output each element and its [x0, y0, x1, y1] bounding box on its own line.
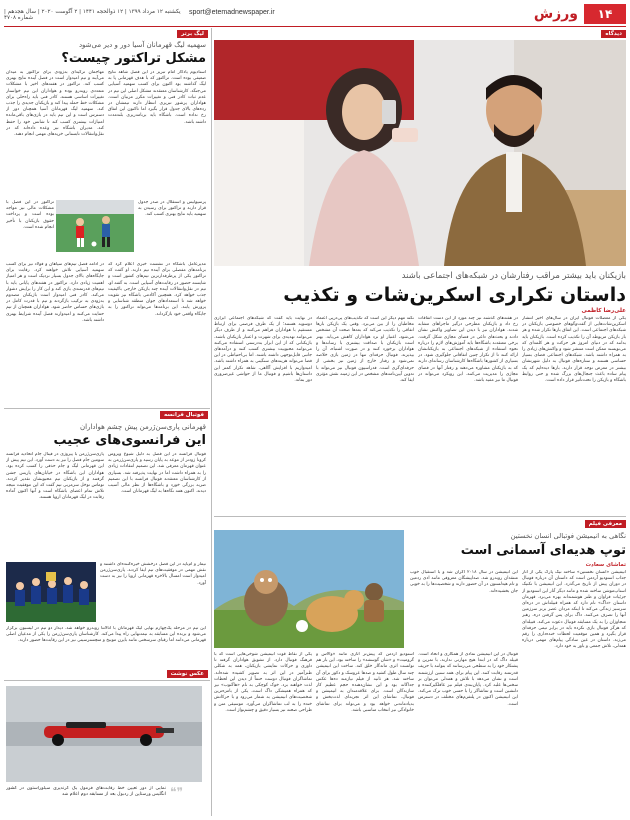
animation-section-label: معرفی فیلم	[585, 520, 626, 528]
cars-section-label: عکس نوشت	[167, 670, 208, 678]
league-text-col-right: استادیوم یادگار امام تبریز در این فصل شاهد نتایج ضعیفی بوده است. تراکتور که با هدف قهرمانی پا به لیگ گذاشته بود اکنون برای کسب سهمیه آسیایی می‌جنگد. کارشناسان معتقدند مشکل اصلی این تیم در عدم ثبات کادر فنی و تغییرات مکرر مربیان است. هواداران پرشور تبریزی انتظار دارند تیمشان در رده‌های بالای جدول قرار بگیرد اما تاکنون این اتفاق رخ نداده است. باشگاه باید برنامه‌ریزی بلندمدت داشته باشد.	[108, 70, 206, 125]
animation-text-col-3: یکی از نقاط قوت انیمیشن شوخی‌هایی است که با فرهنگ فوتبال دارد. از تشویق هواداران گرفته تا داوری و حرکات نمایشی بازیکنان، همه به شکلی طنزآمیز در این اثر به تصویر کشیده شده‌اند. تماشاگران فوتبال دوست حتماً از دیدن این لحظات لذت خواهند برد. خوک کوچکی به نام «هاگنوب» نیز که همراه همیشگی داگ است، یکی از بامزه‌ترین شخصیت‌های انیمیشن به شمار می‌رود و با حرکاتش خنده را به لب تماشاگران می‌آورد. موسیقی متن و طراحی صحنه نیز بسیار دقیق و چشم‌نواز است.	[214, 652, 312, 713]
dateline: یکشنبه ۱۲ مرداد ۱۳۹۹ | ۱۲ ذوالحجه ۱۴۴۱ | ۲ آگوست ۲۰۲۰ | سال هجدهم | شماره ۴۷۰۸	[4, 9, 181, 21]
quote-icon: ❝❞	[170, 785, 183, 799]
lead-text-col-2: در هفته‌های گذشته نیز چند مورد از این دست اتفاقات رخ داد و بازیکنان مطرحی درگیر ماجراهای مشابه شدند. هواداران نیز با دیدن این تصاویر واکنش نشان دادند و بحث‌های داغی در فضای مجازی شکل گرفت. برخی معتقدند باشگاه‌ها باید آموزش‌های لازم را درباره نحوه استفاده از شبکه‌های اجتماعی به بازیکنانشان ارائه کنند تا از تکرار چنین اتفاقاتی جلوگیری شود. در بسیاری از کشورها باشگاه‌ها کارشناسان رسانه‌ای دارند که به بازیکنان مشاوره می‌دهند و رفتار آنها در فضای مجازی را مدیریت می‌کنند. این رویکرد می‌تواند در فوتبال ما نیز مفید باشد.	[418, 316, 518, 384]
animation-text-col-1: انیمیشن «انسان نخستین» ساخته نیک پارک یکی از آثار جذاب استودیو آردمن است که داستان آن درباره فوتبال در دوران پیش از تاریخ می‌گذرد. این انیمیشن با تکنیک استاپ‌موشن ساخته شده و مانند دیگر آثار این استودیو از جزئیات فراوان و طنز هوشمندانه بهره می‌برد. قهرمان داستان «داگ» نام دارد که همراه قبیله‌اش در دره‌ای سرسبز زندگی می‌کند تا اینکه مردان عصر برنز سرزمین آنها را تصرف می‌کنند. داگ برای پس گرفتن دره، رهبر متجاوزان را به یک مسابقه فوتبال دعوت می‌کند. قبیله‌ای که هرگز فوتبال بازی نکرده باید در برابر تیمی حرفه‌ای قرار بگیرد و همین موقعیت لحظات خنده‌داری را رقم می‌زند. داستان در عین سادگی پیام‌های مهمی درباره همدلی، تلاش جمعی و باور به خود دارد.	[522, 570, 626, 650]
lead-section-label: دیدگاه	[601, 30, 626, 38]
left-divider-2	[4, 680, 210, 681]
league-kicker: سهمیه لیگ قهرمانان آسیا دور و دیر می‌شود	[78, 41, 206, 49]
french-kicker: قهرمانی پاری‌سن‌ژرمن پیش چشم هواداران	[80, 423, 206, 431]
animation-headline: توپ هدیه‌ای آسمانی است	[460, 543, 626, 558]
french-headline: این فرانسوی‌های عجیب	[53, 433, 206, 448]
lead-byline: علی‌رضا کاظمی	[581, 308, 626, 314]
lead-headline: داستان تکراری اسکرین‌شات و تکذیب	[283, 284, 626, 306]
french-text-col-left: پاری‌سن‌ژرمن با پیروزی در فینال جام اتحادیه فرانسه سومین جام فصل را نیز به دست آورد. این تیم پیش از این قهرمانی لیگ و جام حذفی را کسب کرده بود. هواداران این باشگاه در خیابان‌های پاریس جشن گرفتند و از بازیکنان تیم محبوبشان تقدیر کردند. توماس توخل سرمربی تیم گفت که این موفقیت نتیجه تلاش تمام اعضای باشگاه است و آنها اکنون آماده رقابت در لیگ قهرمانان اروپا هستند.	[6, 452, 104, 501]
psg-celebration-photo	[6, 562, 96, 622]
french-text-col-right: فوتبال فرانسه در این فصل به دلیل شیوع ویروس کرونا زودتر از موعد به پایان رسید و پاری‌سن‌ژرمن به عنوان قهرمان معرفی شد. این تصمیم انتقادات زیادی را به همراه داشت اما در نهایت پذیرفته شد. بسیاری از کارشناسان معتقدند فوتبال فرانسه با این تصمیم ضربه بزرگی خورد و باشگاه‌ها از نظر مالی آسیب دیدند. اکنون همه نگاه‌ها به لیگ قهرمانان است.	[108, 452, 206, 495]
league-text-col-left-2: در ادامه فصل تیم‌های سپاهان و فولاد نیز برای کسب سهمیه آسیایی تلاش خواهند کرد. رقابت برای جایگاه‌های بالای جدول بسیار نزدیک است و هر امتیاز اهمیت زیادی دارد. تراکتور در هفته‌های پایانی باید با تیم‌های قدرتمندی بازی کند و این کار را برایش دشوار می‌کند. کادر فنی امیدوار است بازیکنان مصدوم به‌زودی به ترکیب بازگردند و تیم با قدرت کامل در بازی‌های حساس حاضر شود. هواداران همچنان از تیم حمایت می‌کنند و امیدوارند فصل آینده شرایط بهتری داشته باشد.	[6, 262, 104, 323]
page-header	[4, 4, 626, 24]
lead-bottom-rule	[214, 516, 626, 517]
section-title: ورزش	[533, 6, 578, 22]
lead-text-col-1: یکی از معضلات فوتبال ایران در سال‌های اخیر انتشار اسکرین‌شات‌هایی از گفت‌وگوهای خصوصی بازیکنان در شبکه‌های اجتماعی است. این اتفاق بارها تکرار شده و هر بار بازیکن مربوطه آن را تکذیب کرده است. بازیکنان باید بدانند که در دنیای امروز هر حرکت و هر کلمه‌ای که می‌نویسند ممکن است منتشر شود و واکنش‌های زیادی را به همراه داشته باشد. شبکه‌های اجتماعی فضای بسیار حساسی هستند و ستاره‌های فوتبال به دلیل شهرتشان بیشتر در معرض توجه قرار دارند. بارها دیده‌ایم که یک پیام ساده باعث جنجال‌های بزرگ شده و حتی روابط باشگاه و بازیکن را تحت‌تأثیر قرار داده است.	[522, 316, 626, 384]
section-email[interactable]: sport@etemadnewspaper.ir	[189, 9, 275, 16]
early-man-still	[214, 530, 404, 648]
lead-kicker: بازیکنان باید بیشتر مراقب رفتارشان در شبکه‌های اجتماعی باشند	[401, 270, 626, 280]
header-rule	[4, 26, 626, 27]
animation-text-col-5: فوتبال در این انیمیشن نمادی از همکاری و اتحاد است. قبیله داگ که در ابتدا هیچ مهارتی ندارند، با تمرین و پشتکار خود را به سطحی می‌رسانند که بتوانند با حریف قدرتمند رقابت کنند. این پیام برای همه سنین ارزشمند است و نشان می‌دهد با تلاش و همدلی می‌توان بر سختی‌ها غلبه کرد. پایان‌بندی فیلم نیز غافلگیرکننده و دلنشین است و تماشاگر را با حسی خوب ترک می‌کند. این انیمیشن اکنون در پلتفرم‌های مختلف در دسترس است.	[418, 652, 518, 707]
animation-kicker: نگاهی به انیمیشن فوتبالی انسان نخستین	[510, 532, 626, 540]
animation-text-col-4: استودیو آردمن که پیش‌تر آثاری مانند «والاس و گرومیت» و «شان گوسفند» را ساخته بود، این بار هم توانست اثری ماندگار خلق کند. ساخت این انیمیشن چند سال طول کشید و صدها عروسک و دکور برای آن ساخته شد. هر ثانیه از فیلم نیازمند ده‌ها عکس جداگانه بود و این نشان‌دهنده حجم عظیم کار سازندگان است. برای علاقه‌مندان به انیمیشن و فوتبال، تماشای این اثر تجربه‌ای لذت‌بخش و به‌یادماندنی خواهد بود و می‌تواند برای تماشای خانوادگی نیز انتخاب مناسبی باشد.	[316, 652, 414, 713]
lead-selfie-photo	[214, 40, 626, 266]
formula1-photo	[6, 686, 202, 782]
page-number: ۱۴	[584, 4, 626, 24]
french-text-bottom: این تیم در مرحله یک‌چهارم نهایی لیگ قهرمانان با آتالانتا روبه‌رو خواهد شد. دیدار دو تیم در لیسبون برگزار می‌شود و برنده این مسابقه به نیمه‌نهایی راه پیدا می‌کند. کارشناسان پاری‌سن‌ژرمن را یکی از مدعیان اصلی قهرمانی می‌دانند اما رقبای سرسختی مانند بایرن مونیخ و منچسترسیتی نیز در این رقابت‌ها حضور دارند.	[6, 626, 206, 644]
lead-text-col-3: نکته مهم دیگر این است که تکذیب‌های پی‌درپی اعتماد مخاطبان را از بین می‌برد. وقتی یک بازیکن بارها اتفاقی را تکذیب می‌کند که بعدها صحت آن مشخص می‌شود، اعتبار او نزد هواداران کاهش می‌یابد. بهتر است بازیکنان با صداقت بیشتری با رسانه‌ها و هواداران برخورد کنند و در صورت اشتباه، آن را بپذیرند. فوتبال حرفه‌ای تنها در زمین بازی خلاصه نمی‌شود و رفتار خارج از زمین نیز بخشی از حرفه‌ای‌گری است. فدراسیون فوتبال نیز می‌تواند با تدوین آیین‌نامه‌های مشخص در این زمینه نقش مؤثری ایفا کند.	[316, 316, 414, 384]
league-headline: مشکل تراکتور چیست؟	[61, 51, 206, 66]
left-divider-1	[4, 408, 210, 409]
cars-caption: نمایی از دور تعیین خط رقابت‌های فرمول یک گرندپری سیلوراستون در کشور انگلیس ورستاپن از ردبول بعد از مسابقه دوم اعلام شد	[6, 786, 166, 798]
french-section-label: فوتبال فرانسه	[160, 411, 208, 419]
league-text-col-narrow: تراکتور در این فصل با مشکلات مالی نیز مواجه بوده است و پرداخت حقوق بازیکنان با تأخیر انجام شده است.	[6, 200, 54, 230]
league-text-col-right-2: مدیرعامل باشگاه در نشست خبری اعلام کرد که برنامه‌های مفصلی برای آینده تیم دارند. او گفت که تراکتور یکی از پرطرفدارترین تیم‌های کشور است و شایسته حضور در رقابت‌های آسیایی است. به گفته او، تیم در نقل‌وانتقالات آینده چند بازیکن خارجی باکیفیت جذب خواهد کرد. همچنین آکادمی باشگاه نیز تقویت خواهد شد تا استعدادهای جوان منطقه شناسایی و پرورش یابند. این برنامه‌ها می‌تواند تراکتور را به جایگاه واقعی خود بازگرداند.	[108, 262, 206, 317]
lead-text-col-4: در نهایت باید گفت که شبکه‌های اجتماعی ابزاری دوسویه هستند؛ از یک طرف فرصتی برای ارتباط مستقیم با هواداران فراهم می‌کنند و از طرف دیگر می‌توانند تهدیدی برای شهرت و اعتبار بازیکنان باشند. بازیکنانی که از این ابزار به‌درستی استفاده می‌کنند می‌توانند محبوبیت بیشتری کسب کنند و درآمدهای جانبی قابل‌توجهی داشته باشند. اما بی‌احتیاطی در این فضا می‌تواند هزینه‌های سنگینی به همراه داشته باشد. امیدواریم با افزایش آگاهی، شاهد تکرار کمتر این داستان‌ها باشیم و فوتبال ما از حواشی غیرضروری دور بماند.	[214, 316, 312, 384]
animation-byline: تماشای سعادت	[585, 562, 626, 568]
league-text-col-narrow-2: پرسپولیس و استقلال در صدر جدول قرار دارند و تراکتور برای رسیدن به سهمیه باید نتایج بهتری کسب کند.	[138, 200, 206, 218]
league-text-col-left: مهاجمان ترکیه‌ای به‌زودی برای تراکتور به میدان می‌آیند و تیم امیدوار است در فصل آینده نتایج بهتری کسب کند. تراکتور در هفته‌های اخیر با مشکلات متعددی روبه‌رو بوده و هواداران این تیم خواستار تغییرات اساسی هستند. کادر فنی باید راه‌حلی برای مشکلات خط حمله پیدا کند و بازیکنان جدیدی را جذب کند. سهمیه لیگ قهرمانان آسیا همچنان دور از دسترس است و این تیم باید در بازی‌های باقی‌مانده امتیازات بیشتری کسب کند تا شانس خود را حفظ کند. مدیران باشگاه نیز وعده داده‌اند که در نقل‌وانتقالات تابستانی خریدهای مهمی انجام دهند.	[6, 70, 104, 138]
league-section-label: لیگ برتر	[177, 30, 208, 38]
tractor-match-photo	[56, 200, 134, 252]
animation-text-col-2: این انیمیشن در سال ۲۰۱۸ اکران شد و با استقبال خوب منتقدان روبه‌رو شد. صداپیشگان معروفی مانند ادی ردمین و تام هیدلستون در آن حضور دارند و شخصیت‌ها را به خوبی جان بخشیده‌اند.	[410, 570, 518, 594]
french-text-col-wide: نیمار و ام‌باپه در این فصل درخشش خیره‌کننده‌ای داشتند و نقش مهمی در موفقیت‌های تیم ایفا کردند. پاری‌سن‌ژرمن امیدوار است امسال بالاخره قهرمانی اروپا را نیز به دست آورد.	[100, 562, 206, 586]
column-divider	[211, 28, 212, 816]
